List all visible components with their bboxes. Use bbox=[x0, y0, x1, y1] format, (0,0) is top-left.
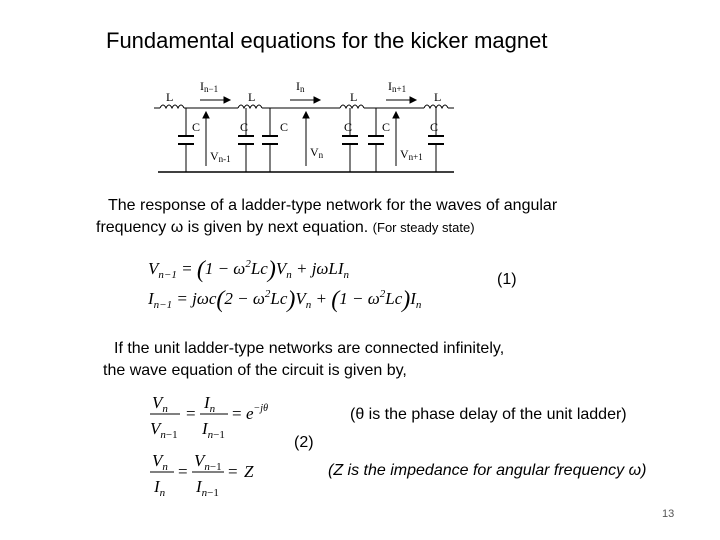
inductor-icon bbox=[340, 105, 364, 108]
inductor-label: L bbox=[166, 90, 174, 104]
section2-line2: the wave equation of the circuit is given by, bbox=[103, 362, 407, 379]
svg-text:In−1: $I_n-1$ bbox=[202, 419, 225, 441]
section1-line2-text: frequency ω is given by next equation. bbox=[96, 219, 369, 236]
equation-1-number: (1) bbox=[497, 271, 517, 288]
equation-2b bbox=[146, 446, 276, 502]
capacitor-label: C bbox=[430, 120, 439, 134]
svg-text:e−jθ: $e^{-j\theta}$ bbox=[246, 403, 268, 423]
inductor-label: L bbox=[350, 90, 358, 104]
voltage-label: Vn+1 bbox=[400, 147, 423, 162]
svg-text:Vn−1 = (1 − ω2Lc)Vn + jωLIn: $V_n-1 = (1 - \omega^2Lc)V_n + j\omega LI_n$ bbox=[148, 257, 350, 283]
svg-text:In: $I_n$ bbox=[154, 477, 166, 499]
voltage-label: Vn-1 bbox=[210, 149, 231, 164]
svg-text:In−1: $I_n-1$ bbox=[196, 477, 219, 499]
equation-2a bbox=[146, 388, 276, 444]
inductor-label: L bbox=[248, 90, 256, 104]
voltage-label: Vn bbox=[310, 145, 324, 160]
steady-state-note: (For steady state) bbox=[372, 220, 475, 235]
capacitor-icon bbox=[178, 136, 444, 144]
current-label: In bbox=[296, 79, 305, 94]
svg-text:Vn−1: $V_n-1$ bbox=[150, 419, 178, 441]
svg-text:Z: Z bbox=[244, 462, 254, 481]
svg-text:In−1 = jωc(2 − ω2Lc)Vn + (1 −: $I_n-1 = j\omega c(2 - \omega^2Lc)V_n + (1 - \omega^2Lc)I_n$ bbox=[148, 287, 422, 313]
section1-line2 bbox=[96, 217, 475, 239]
svg-text:Vn−1: $V_n-1$ bbox=[194, 451, 222, 473]
page-number: 13 bbox=[662, 508, 675, 520]
inductor-label: L bbox=[434, 90, 442, 104]
svg-text:=: = bbox=[232, 404, 242, 423]
svg-text:In: $I_n$ bbox=[204, 393, 216, 415]
svg-text:=: = bbox=[228, 462, 238, 481]
capacitor-label: C bbox=[192, 120, 201, 134]
svg-text:=: = bbox=[178, 462, 188, 481]
equation-1 bbox=[146, 254, 446, 314]
z-note: (Z is the impedance for angular frequency ω) bbox=[328, 462, 647, 479]
svg-text:Vn: $V_n$ bbox=[152, 451, 168, 473]
capacitor-label: C bbox=[344, 120, 353, 134]
slide-title: Fundamental equations for the kicker magnet bbox=[106, 28, 548, 53]
current-label: In+1 bbox=[388, 79, 407, 94]
equation-2-number: (2) bbox=[294, 434, 314, 451]
theta-note: (θ is the phase delay of the unit ladder) bbox=[350, 406, 627, 423]
capacitor-label: C bbox=[240, 120, 249, 134]
inductor-icon bbox=[238, 105, 262, 108]
current-label: In−1 bbox=[200, 79, 219, 94]
ladder-circuit-diagram bbox=[150, 78, 460, 178]
svg-text:Vn: $V_n$ bbox=[152, 393, 168, 415]
svg-text:=: = bbox=[186, 404, 196, 423]
capacitor-label: C bbox=[382, 120, 391, 134]
section2-line1: If the unit ladder-type networks are connected infinitely, bbox=[114, 340, 505, 357]
section1-line1: The response of a ladder-type network for the waves of angular bbox=[108, 197, 558, 214]
capacitor-label: C bbox=[280, 120, 289, 134]
inductor-icon bbox=[424, 105, 448, 108]
inductor-icon bbox=[160, 105, 184, 108]
